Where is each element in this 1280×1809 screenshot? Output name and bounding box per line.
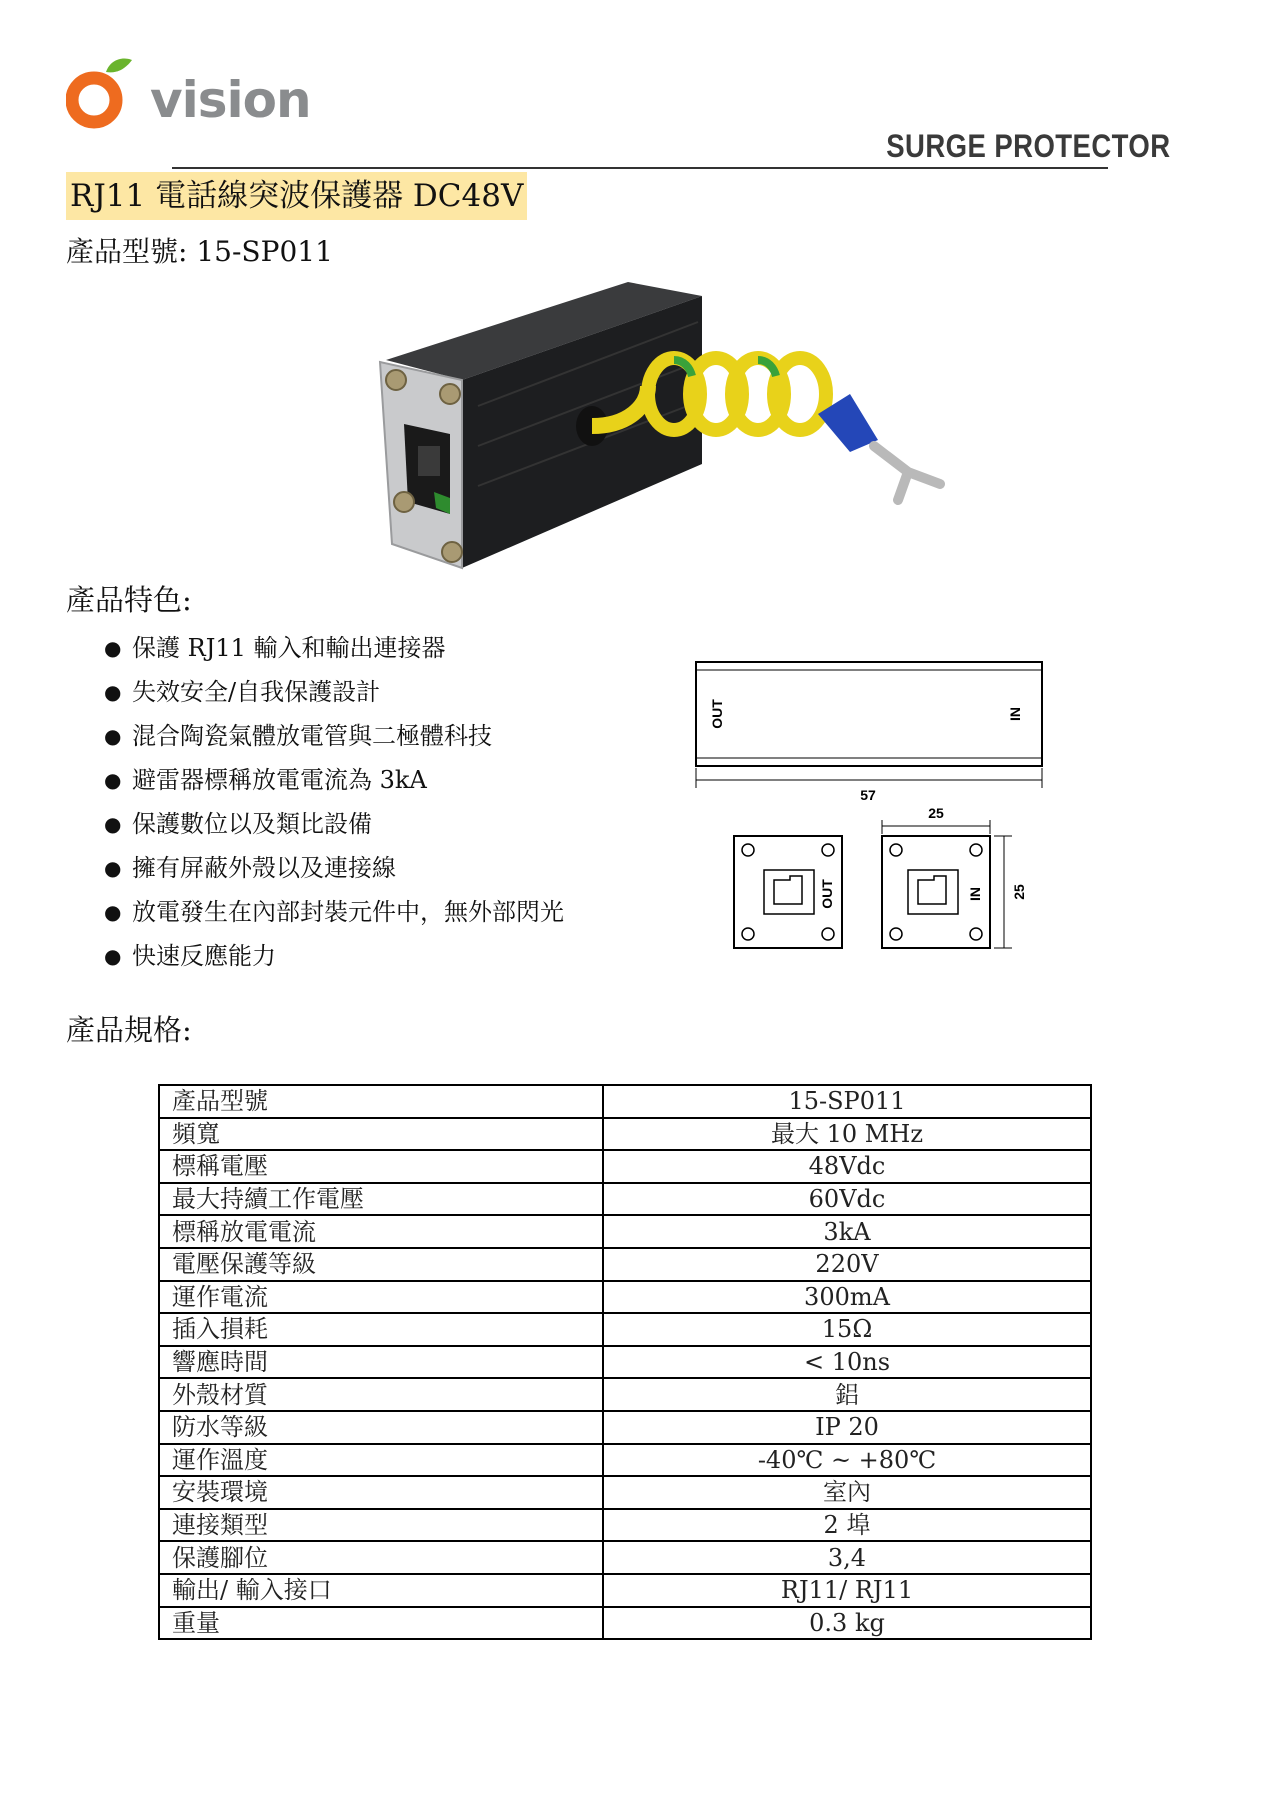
- features-heading: 產品特色:: [66, 583, 192, 617]
- end-in-label: IN: [967, 887, 983, 901]
- table-row: 輸出/ 輸入接口 RJ11/ RJ11: [159, 1574, 1091, 1607]
- table-row: 連接類型 2 埠: [159, 1509, 1091, 1542]
- list-item: ● 放電發生在內部封裝元件中，無外部閃光: [104, 890, 664, 934]
- product-photo: [378, 276, 974, 572]
- list-item: ● 快速反應能力: [104, 934, 664, 978]
- list-item: ● 保護數位以及類比設備: [104, 802, 664, 846]
- table-row: 安裝環境 室內: [159, 1476, 1091, 1509]
- end-out-label: OUT: [819, 879, 835, 909]
- table-row: 運作溫度 -40℃ ~ +80℃: [159, 1444, 1091, 1477]
- table-row: 電壓保護等級 220V: [159, 1248, 1091, 1281]
- page-title: RJ11 電話線突波保護器 DC48V: [66, 172, 527, 220]
- table-row: 標稱電壓 48Vdc: [159, 1150, 1091, 1183]
- side-out-label: OUT: [709, 699, 725, 729]
- length-dimension: 57: [860, 787, 876, 803]
- features-list: [104, 626, 664, 978]
- width-dimension: 25: [928, 805, 944, 821]
- dimension-diagram: [686, 648, 1046, 970]
- bullet-icon: ●: [104, 636, 122, 660]
- leaf-icon: [106, 59, 132, 73]
- table-row: 響應時間 < 10ns: [159, 1346, 1091, 1379]
- bullet-icon: ●: [104, 812, 122, 836]
- bullet-icon: ●: [104, 900, 122, 924]
- bullet-icon: ●: [104, 944, 122, 968]
- table-row: 防水等級 IP 20: [159, 1411, 1091, 1444]
- model-number: 產品型號: 15-SP011: [66, 235, 333, 268]
- table-row: 插入損耗 15Ω: [159, 1313, 1091, 1346]
- bullet-icon: ●: [104, 680, 122, 704]
- brand-logo: [66, 56, 326, 136]
- document-type: SURGE PROTECTOR: [885, 128, 1170, 164]
- table-row: 保護腳位 3,4: [159, 1541, 1091, 1574]
- table-row: 外殼材質 鋁: [159, 1378, 1091, 1411]
- spec-table: [158, 1084, 1092, 1640]
- list-item: ● 避雷器標稱放電電流為 3kA: [104, 758, 664, 802]
- table-row: 產品型號 15-SP011: [159, 1085, 1091, 1118]
- table-row: 運作電流 300mA: [159, 1281, 1091, 1314]
- list-item: ● 混合陶瓷氣體放電管與二極體科技: [104, 714, 664, 758]
- table-row: 最大持續工作電壓 60Vdc: [159, 1183, 1091, 1216]
- header-divider: [172, 167, 1108, 169]
- list-item: ● 保護 RJ11 輸入和輸出連接器: [104, 626, 664, 670]
- table-row: 頻寬 最大 10 MHz: [159, 1118, 1091, 1151]
- list-item: ● 失效安全/自我保護設計: [104, 670, 664, 714]
- logo-o-ring: [72, 78, 116, 122]
- table-row: 標稱放電電流 3kA: [159, 1215, 1091, 1248]
- specs-heading: 產品規格:: [66, 1013, 192, 1047]
- list-item: ● 擁有屏蔽外殼以及連接線: [104, 846, 664, 890]
- side-in-label: IN: [1007, 707, 1023, 721]
- height-dimension: 25: [1011, 884, 1027, 900]
- brand-name: vision: [150, 71, 311, 129]
- bullet-icon: ●: [104, 724, 122, 748]
- bullet-icon: ●: [104, 856, 122, 880]
- bullet-icon: ●: [104, 768, 122, 792]
- table-row: 重量 0.3 kg: [159, 1607, 1091, 1640]
